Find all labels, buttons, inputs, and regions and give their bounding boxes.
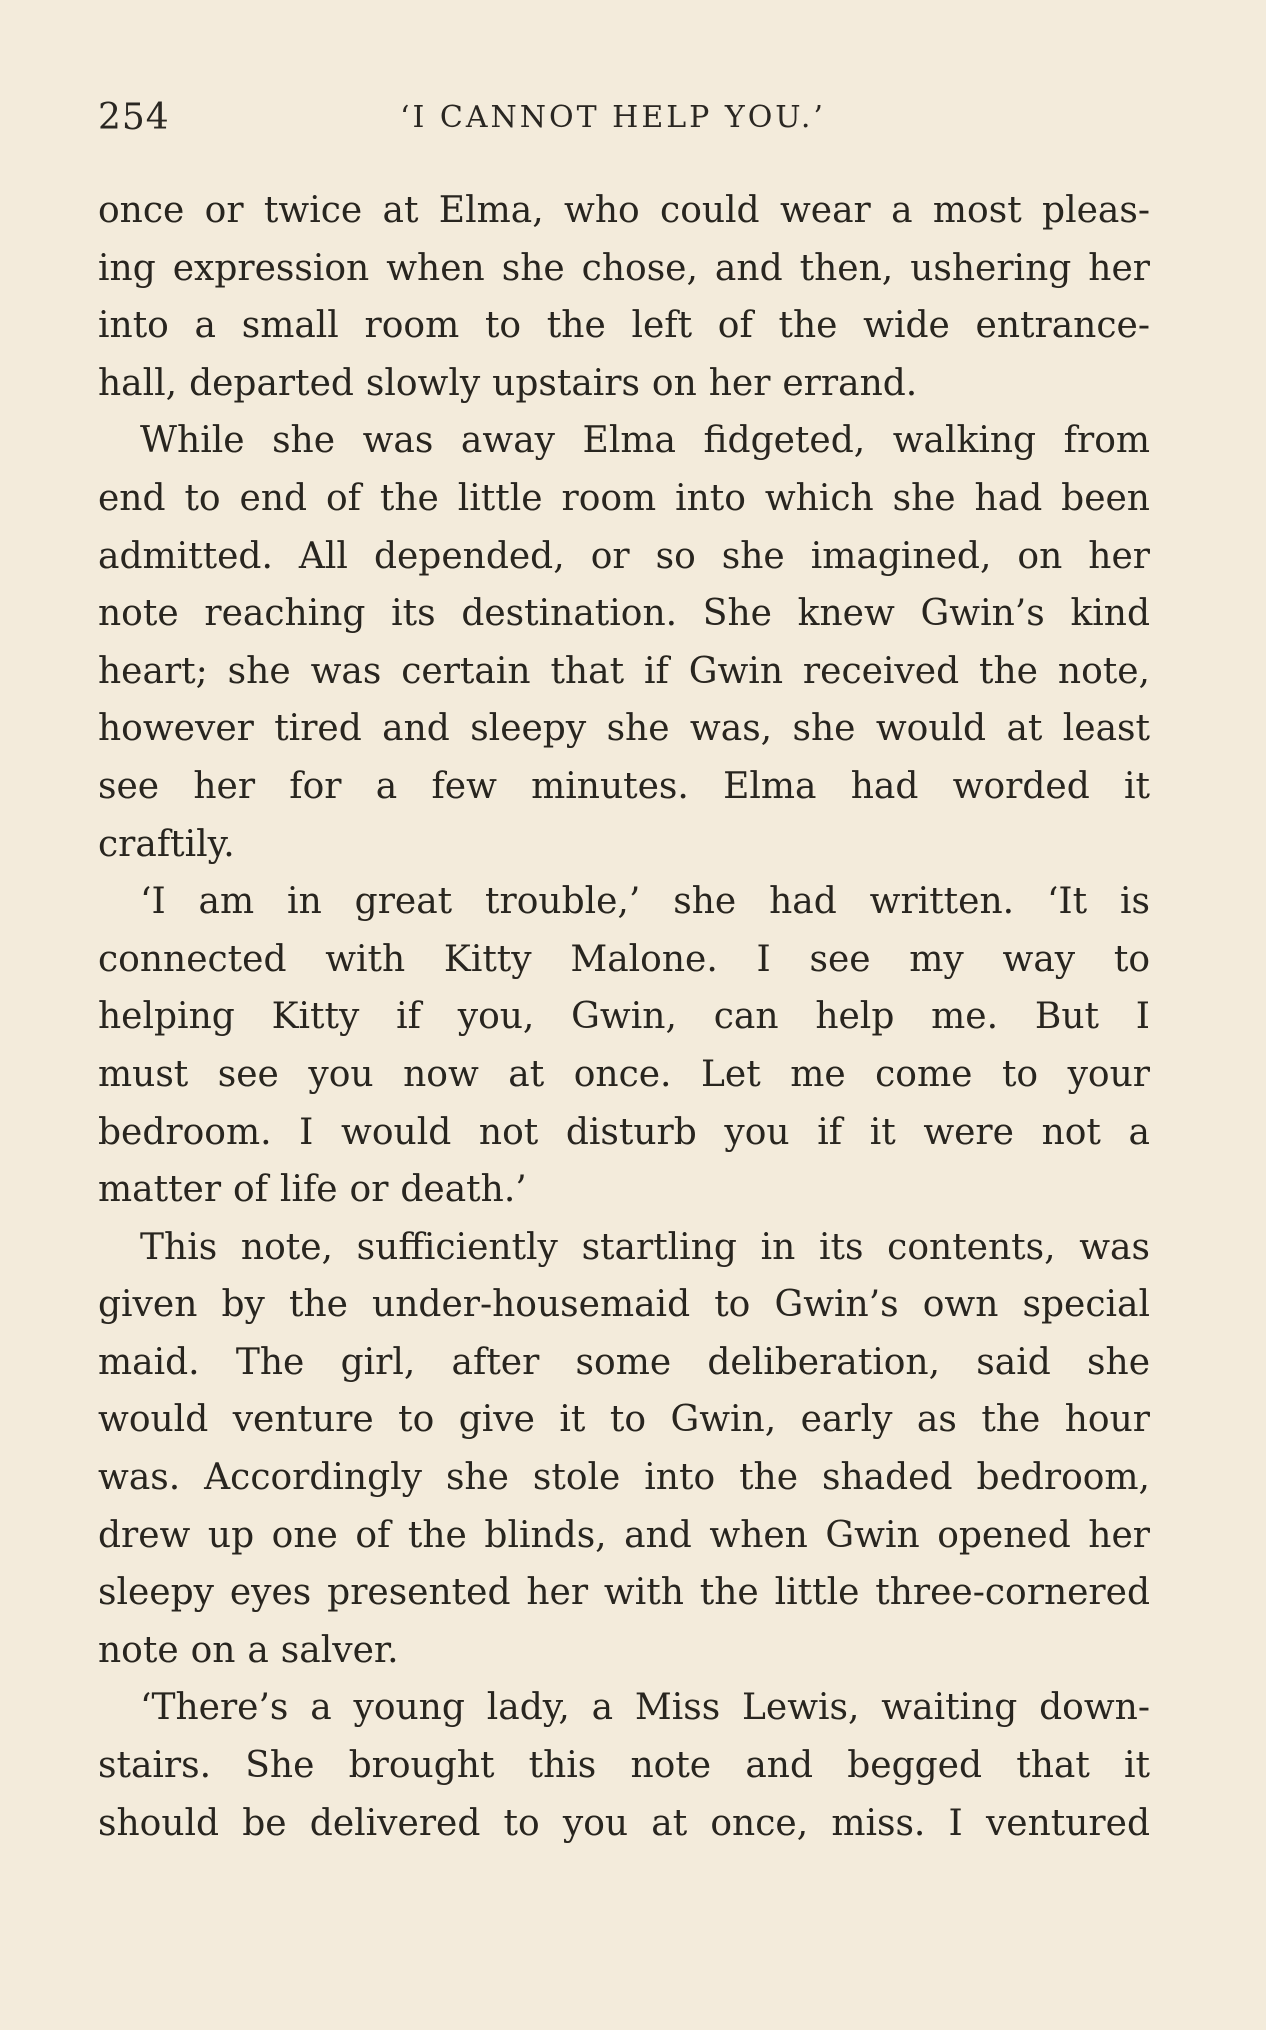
text-line: ing expression when she chose, and then, ushering her <box>98 247 1150 289</box>
text-line: should be delivered to you at once, miss. I ventured <box>98 1802 1150 1844</box>
paragraph-start-line: ‘I am in great trouble,’ she had written. ‘It is <box>140 881 1150 923</box>
body-text <box>98 182 1150 1852</box>
text-line: note on a salver. <box>98 1629 399 1671</box>
text-line: drew up one of the blinds, and when Gwin opened her <box>98 1514 1150 1556</box>
text-line: bedroom. I would not disturb you if it were not a <box>98 1111 1150 1153</box>
text-line: matter of life or death.’ <box>98 1169 527 1211</box>
text-line: helping Kitty if you, Gwin, can help me. But I <box>98 996 1150 1038</box>
text-line: hall, departed slowly upstairs on her errand. <box>98 362 918 404</box>
paragraph-start-line: While she was away Elma fidgeted, walking from <box>140 420 1150 462</box>
text-line: was. Accordingly she stole into the shaded bedroom, <box>98 1457 1150 1499</box>
text-line: end to end of the little room into which she had been <box>98 477 1150 519</box>
running-title: ‘I CANNOT HELP YOU.’ <box>400 100 826 135</box>
text-line: sleepy eyes presented her with the little three-cornered <box>98 1572 1150 1614</box>
text-line: would venture to give it to Gwin, early as the hour <box>98 1399 1150 1441</box>
text-line: however tired and sleepy she was, she would at least <box>98 708 1150 750</box>
text-line: into a small room to the left of the wide entrance- <box>98 305 1150 347</box>
text-line: heart; she was certain that if Gwin received the note, <box>98 650 1150 692</box>
text-line: see her for a few minutes. Elma had worded it <box>98 765 1150 807</box>
text-line: must see you now at once. Let me come to your <box>98 1053 1150 1095</box>
paragraph-start-line: This note, sufficiently startling in its contents, was <box>140 1226 1150 1268</box>
text-line: note reaching its destination. She knew Gwin’s kind <box>98 593 1150 635</box>
text-line: given by the under-housemaid to Gwin’s own special <box>98 1284 1150 1326</box>
paragraph-start-line: ‘There’s a young lady, a Miss Lewis, waiting down- <box>140 1687 1150 1729</box>
text-line: admitted. All depended, or so she imagined, on her <box>98 535 1150 577</box>
text-line: craftily. <box>98 823 235 865</box>
text-line: once or twice at Elma, who could wear a most pleas- <box>98 190 1150 231</box>
text-line: maid. The girl, after some deliberation, said she <box>98 1341 1150 1383</box>
page-number: 254 <box>98 97 170 138</box>
text-line: stairs. She brought this note and begged that it <box>98 1745 1150 1787</box>
text-line: connected with Kitty Malone. I see my way to <box>98 938 1150 980</box>
page-header <box>98 90 1150 146</box>
